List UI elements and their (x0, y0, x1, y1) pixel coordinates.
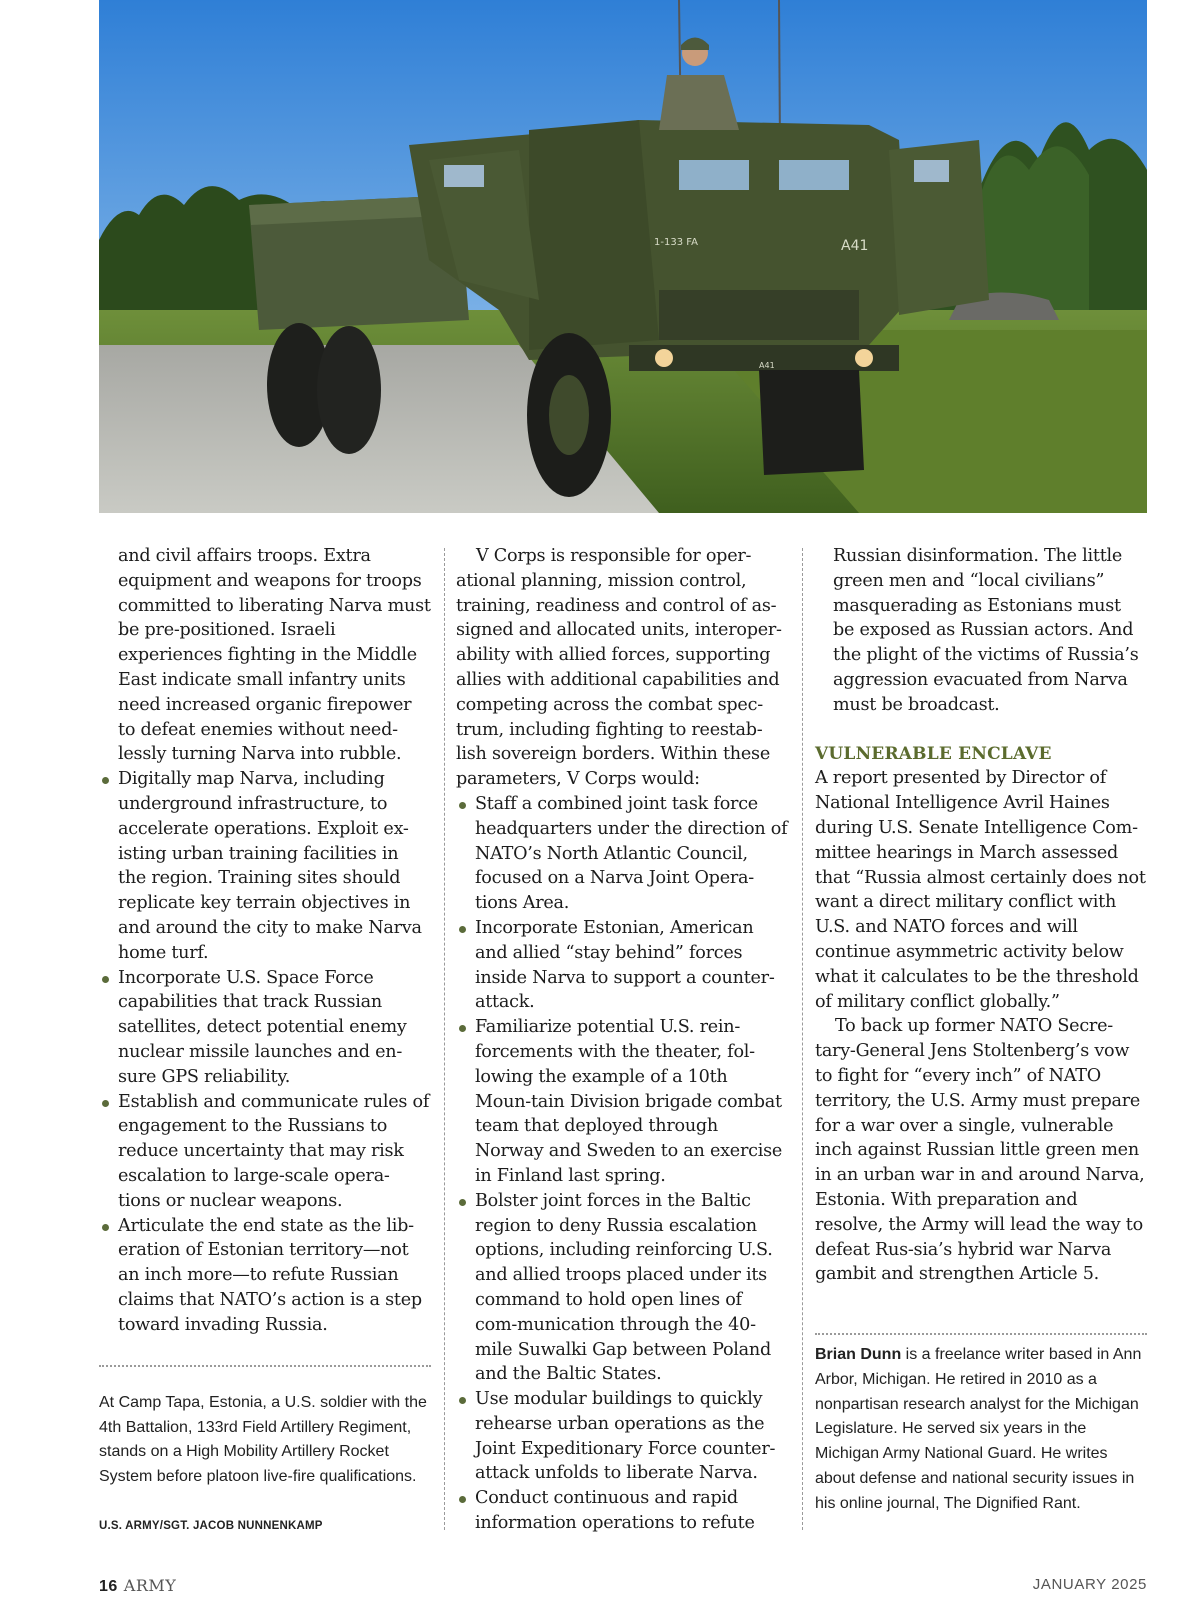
col1-bullet-list (99, 767, 431, 1337)
col3-paragraph: To back up former NATO Secre-tary-General Jens Stoltenberg’s vow to fight for “every inch” of NATO territory, the U.S. Army must prepare for a war over a single, vulnerable inch against Russian little green men in an urban war in and around Narva, Estonia. With preparation and resolve, the Army will lead the way to defeat Rus-sia’s hybrid war Narva gambit and strengthen Article 5. (815, 1016, 1145, 1285)
author-bio-text: is a freelance writer based in Ann Arbor, Michigan. He retired in 2010 as a nonpartisan research analyst for the Michigan Legislature. He served six years in the Michigan Army National Guard. He writes about defense and national security issues in his online journal, The Dignified Rant. (815, 1346, 1142, 1512)
vehicle-marking-bumper: A41 (759, 361, 775, 370)
hero-photo (99, 0, 1147, 513)
vehicle-marking-left: 1-133 FA (654, 237, 698, 248)
list-item: Articulate the end state as the lib-eration of Estonian territory—not an inch more—to refute Russian claims that NATO’s action is a step toward invading Russia. (99, 1214, 431, 1338)
page-footer-left (99, 1576, 176, 1596)
list-item: Bolster joint forces in the Baltic region to deny Russia escalation options, including reinforcing U.S. and allied troops placed under its command to hold open lines of com-munication through the 40-mile Suwalki Gap between Poland and the Baltic States. (456, 1189, 788, 1387)
list-item: Staff a combined joint task force headquarters under the direction of NATO’s North Atlantic Council, focused on a Narva Joint Opera-tions Area. (456, 792, 788, 916)
column-1 (99, 544, 431, 1338)
col3-paragraph: A report presented by Director of National Intelligence Avril Haines during U.S. Senate Intelligence Com-mittee hearings in March assessed that “Russia almost certainly does not want a direct military conflict with U.S. and NATO forces and will continue asymmetric activity below what it calculates to be the threshold of military conflict globally.” (815, 768, 1146, 1012)
photo-credit: U.S. ARMY/SGT. JACOB NUNNENKAMP (99, 1520, 323, 1532)
list-item: Establish and communicate rules of engagement to the Russians to reduce uncertainty that may risk escalation to large-scale opera-tions or nuclear weapons. (99, 1090, 431, 1214)
column-divider (802, 548, 803, 1530)
col2-bullet-list (456, 792, 788, 1536)
issue-date: JANUARY 2025 (1032, 1576, 1147, 1593)
bio-divider (815, 1333, 1147, 1335)
list-item: Use modular buildings to quickly rehearse urban operations as the Joint Expeditionary Force counter-attack unfolds to liberate Narva. (456, 1387, 788, 1486)
list-item: Conduct continuous and rapid information operations to refute (456, 1486, 788, 1536)
list-item: Digitally map Narva, including underground infrastructure, to accelerate operations. Exploit ex-isting urban training facilities in the region. Training sites should replicate key terrain objectives in and around the city to make Narva home turf. (99, 767, 431, 965)
list-item: Incorporate Estonian, American and allied “stay behind” forces inside Narva to support a counter-attack. (456, 916, 788, 1015)
magazine-name: ARMY (123, 1576, 177, 1595)
list-item: Familiarize potential U.S. rein-forcements with the theater, fol-lowing the example of a 10th Moun-tain Division brigade combat team that deployed through Norway and Sweden to an exercise in Finland last spring. (456, 1015, 788, 1189)
col3-lead-paragraph: Russian disinformation. The little green men and “local civilians” masquerading as Estonians must be exposed as Russian actors. And the plight of the victims of Russia’s aggression evacuated from Narva must be broadcast. (833, 546, 1139, 715)
column-2 (456, 544, 788, 1536)
caption-divider (99, 1365, 431, 1367)
photo-caption: At Camp Tapa, Estonia, a U.S. soldier with the 4th Battalion, 133rd Field Artillery Regiment, stands on a High Mobility Artillery Rocket System before platoon live-fire qualifications. (99, 1394, 427, 1485)
col2-lead-paragraph: V Corps is responsible for oper-ational planning, mission control, training, readiness and control of as-signed and allocated units, interoper-ability with allied forces, supporting allies with additional capabilities and competing across the combat spec-trum, including fighting to reestab-lish sovereign borders. Within these parameters, V Corps would: (456, 546, 782, 790)
column-divider (444, 548, 445, 1530)
author-name: Brian Dunn (815, 1346, 902, 1363)
page-number: 16 (99, 1578, 118, 1595)
himars-photo-illustration (99, 0, 1147, 513)
col1-lead-paragraph: and civil affairs troops. Extra equipment and weapons for troops committed to liberating Narva must be pre-positioned. Israeli experiences fighting in the Middle East indicate small infantry units need increased organic firepower to defeat enemies without need-lessly turning Narva into rubble. (118, 546, 431, 765)
list-item: Incorporate U.S. Space Force capabilities that track Russian satellites, detect potential enemy nuclear missile launches and en-sure GPS reliability. (99, 966, 431, 1090)
section-subhead: VULNERABLE ENCLAVE (815, 743, 1052, 764)
vehicle-marking-right: A41 (841, 238, 869, 254)
author-bio (815, 1343, 1147, 1517)
column-3 (815, 544, 1147, 1287)
